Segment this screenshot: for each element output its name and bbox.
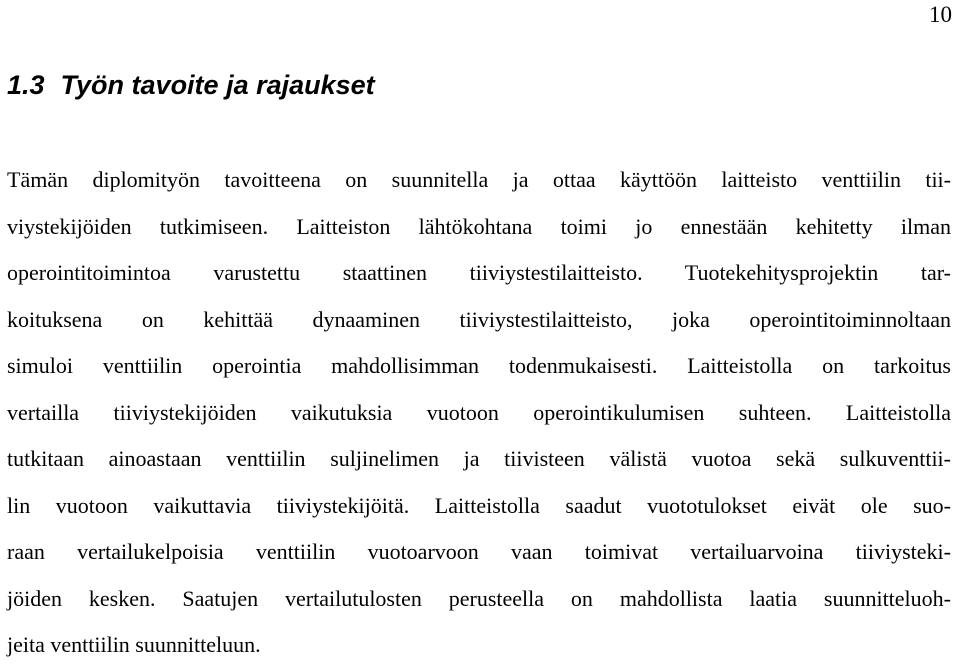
paragraph-line: koituksena on kehittää dynaaminen tiiviystestilaitteisto, joka operointitoiminnoltaan [7,306,951,332]
paragraph-line: raan vertailukelpoisia venttiilin vuotoarvoon vaan toimivat vertailuarvoina tiiviysteki- [7,539,951,564]
page-number: 10 [929,2,952,27]
section-number: 1.3 [7,70,45,100]
paragraph-line: jeita venttiilin suunnitteluun. [7,632,261,657]
paragraph-line: Tämän diplomityön tavoitteena on suunnitella ja ottaa käyttöön laitteisto venttiilin tii- [7,167,951,192]
paragraph-line: vertailla tiiviystekijöiden vaikutuksia vuotoon operointikulumisen suhteen. Laitteistolla [7,399,951,425]
paragraph-line: operointitoimintoa varustettu staattinen tiiviystestilaitteisto. Tuotekehitysprojektin tar- [7,260,951,285]
section-title: Työn tavoite ja rajaukset [60,70,375,100]
paragraph-line: simuloi venttiilin operointia mahdollisimman todenmukaisesti. Laitteistolla on tarkoitus [7,353,951,378]
body-paragraph [7,157,951,669]
section-heading [7,70,375,101]
paragraph-line: lin vuotoon vaikuttavia tiiviystekijöitä. Laitteistolla saadut vuototulokset eivät ole suo- [7,492,951,518]
paragraph-line: tutkitaan ainoastaan venttiilin suljinelimen ja tiivisteen välistä vuotoa sekä sulkuventtii- [7,446,951,471]
paragraph-line: jöiden kesken. Saatujen vertailutulosten perusteella on mahdollista laatia suunnitteluoh- [7,585,951,611]
paragraph-line: viystekijöiden tutkimiseen. Laitteiston lähtökohtana toimi jo ennestään kehitetty ilman [7,213,951,239]
